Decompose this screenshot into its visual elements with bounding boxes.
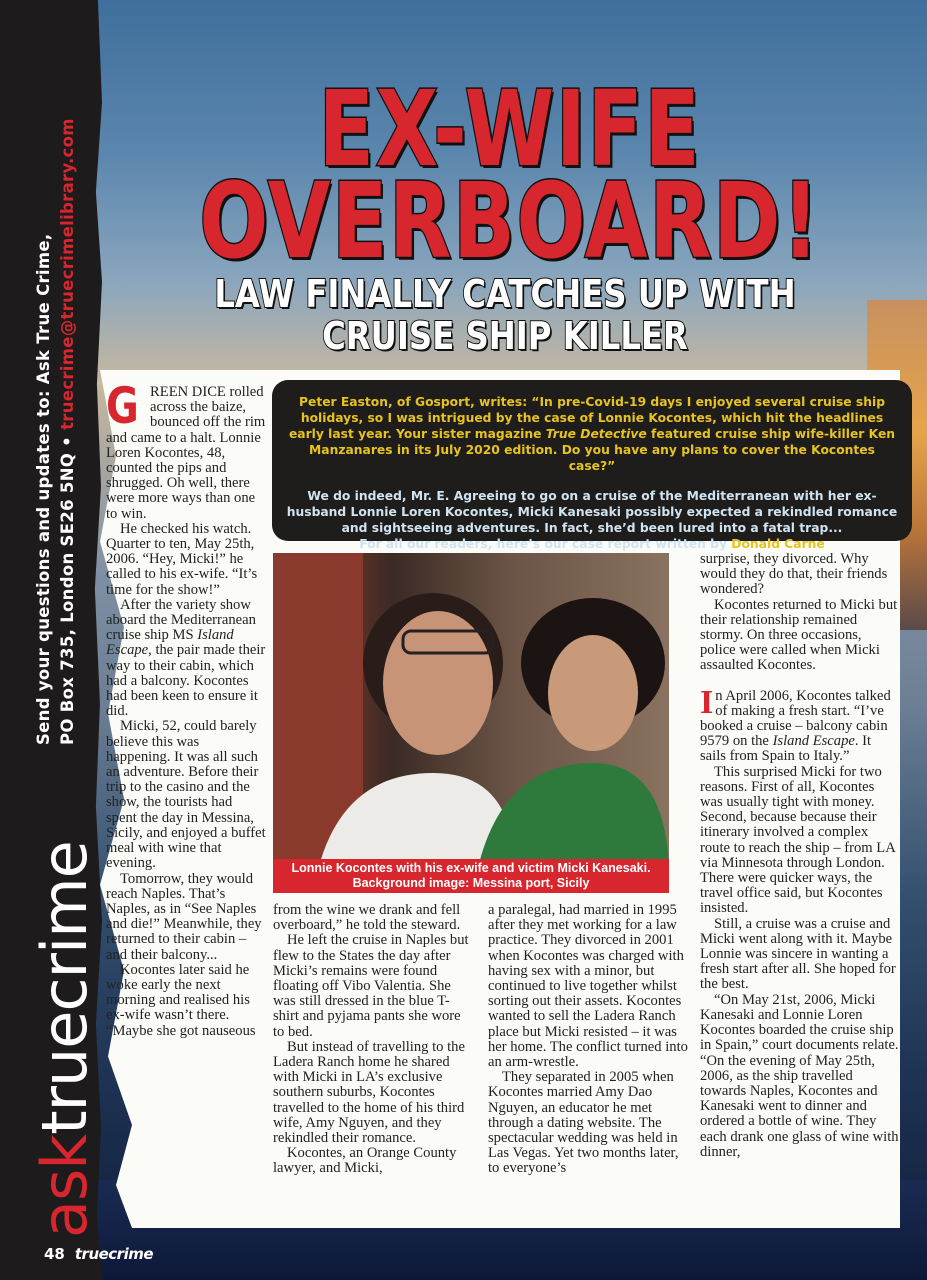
byline-prefix: For all our readers, here’s our case report written by — [359, 537, 732, 551]
paragraph: Kocontes, an Orange County lawyer, and Micki, — [273, 1145, 457, 1177]
reader-question — [284, 394, 900, 474]
paragraph: a paralegal, had married in 1995 after they met working for a law practice. They divorced in 2001 when Kocontes was charged with having sex with a minor, but continued to live together whilst sorting out their assets. Kocontes wanted to sell the Ladera Ranch place but Micki resisted – it was her home. The conflict turned into an arm-wrestle. — [488, 902, 688, 1071]
drop-cap: I — [700, 683, 714, 721]
author-name: Donald Carne — [731, 537, 825, 551]
question-text: Peter Easton, of Gosport, writes: “In pre-Covid-19 days I enjoyed several cruise ship holidays, so I was intrigued by the case of Lonnie Kocontes, which hit the headlines early last year. Your sister magazine — [288, 395, 886, 441]
paragraph-text: After the variety show aboard the Mediterranean cruise ship MS — [106, 596, 256, 644]
subhead-line2: CRUISE SHIP KILLER — [322, 314, 688, 358]
paragraph — [106, 377, 266, 522]
logo-truecrime: truecrime — [28, 841, 101, 1135]
paragraph-text: n April 2006, Kocontes talked of making a fresh start. “I’ve booked a cruise – balcony cabin 9579 on the — [700, 687, 891, 750]
paragraph: But instead of travelling to the Ladera Ranch home he shared with Micki in LA’s exclusive southern suburbs, Kocontes travelled to the home of his third wife, Amy Nguyen, and they rekindled their romance. — [273, 1038, 465, 1147]
paragraph: Still, a cruise was a cruise and Micki went along with it. Maybe Lonnie was sincere in wanting a fresh start after all. She hoped for the best. — [700, 915, 896, 993]
paragraph: He checked his watch. Quarter to ten, May 25th, 2006. “Hey, Micki!” he called to his ex-wife. “It’s time for the show!” — [106, 520, 258, 598]
editor-answer — [284, 488, 900, 552]
article-column-2 — [273, 903, 473, 1177]
ship-name: Island Escape — [772, 733, 855, 750]
headline-line2: OVERBOARD! — [199, 160, 821, 282]
answer-text: We do indeed, Mr. E. Agreeing to go on a cruise of the Mediterranean with her ex-husband Lonnie Loren Kocontes, Micki Kanesaki possibly expected a rekindled romance and sightseeing adventures. In fact, she’d been lured into a fatal trap... — [286, 489, 898, 535]
magazine-title: True Detective — [545, 427, 647, 441]
article-column-3 — [488, 903, 693, 1177]
magazine-name: truecrime — [74, 1245, 154, 1263]
paragraph — [106, 598, 266, 720]
logo-ask: ask — [28, 1134, 101, 1238]
subhead-line1: LAW FINALLY CATCHES UP WITH — [214, 272, 796, 316]
paragraph-text: REEN DICE rolled across the baize, bounced off the rim and came to a halt. Lonnie Loren Kocontes, 48, counted the pips and shrugged. Oh well, there were more ways than one to win. — [106, 384, 266, 522]
drop-cap: G — [106, 377, 139, 435]
caption-line1: Lonnie Kocontes with his ex-wife and victim Micki Kanesaki. — [291, 861, 651, 875]
email-link[interactable]: truecrime@truecrimelibrary.com — [58, 118, 77, 430]
paragraph: from the wine we drank and fell overboard,” he told the steward. — [273, 902, 461, 934]
headline-line1: EX-WIFE — [318, 68, 702, 190]
page-number: 48 — [44, 1245, 65, 1263]
paragraph: surprise, they divorced. Why would they do that, their friends wondered? — [700, 551, 888, 598]
paragraph: He left the cruise in Naples but flew to the States the day after Micki’s remains were found floating off Vibo Valentia. She was still dressed in the blue T-shirt and pyjama pants she wore to bed. — [273, 932, 469, 1040]
paragraph: “On May 21st, 2006, Micki Kanesaki and Lonnie Loren Kocontes boarded the cruise ship in Spain,” court documents relate. “On the evening of May 25th, 2006, as the ship travelled towards Naples, Kocontes and Kanesaki went to dinner and ordered a bottle of wine. They each drank one glass of wine with dinner, — [700, 991, 899, 1160]
asktruecrime-logo — [28, 841, 101, 1238]
caption-line2: Background image: Messina port, Sicily — [352, 876, 590, 890]
couple-photo — [273, 553, 669, 893]
photo-caption — [273, 859, 669, 893]
page-footer — [44, 1245, 153, 1263]
paragraph: Tomorrow, they would reach Naples. That’s Naples, as in “See Naples and die!” Meanwhile, they returned to their cabin – and their balcony... — [106, 870, 262, 963]
paragraph-text: . It sails from Spain to Italy.” — [700, 733, 872, 765]
paragraph: They separated in 2005 when Kocontes married Amy Dao Nguyen, an educator he met through a dating website. The spectacular wedding was held in Las Vegas. Yet two months later, to everyone’s — [488, 1069, 679, 1177]
send-questions-line: Send your questions and updates to: Ask True Crime, — [34, 233, 53, 745]
paragraph: Micki, 52, could barely believe this was happening. It was all such an adventure. Before their trip to the casino and the show, the tourists had spent the day in Messina, Sicily, and enjoyed a buffet meal with wine that evening. — [106, 718, 266, 872]
paragraph: This surprised Micki for two reasons. First of all, Kocontes was usually tight with money. Second, because because their itinerary involved a complex route to reach the ship – from LA via Minnesota through London. There were quicker ways, the travel office said, but Kocontes insisted. — [700, 763, 895, 917]
paragraph — [700, 683, 900, 765]
intro-box — [272, 380, 912, 551]
paragraph: Kocontes later said he woke early the next morning and realised his ex-wife wasn’t there. “Maybe she got nauseous — [106, 961, 256, 1039]
paragraph: Kocontes returned to Micki but their relationship remained stormy. On three occasions, police were called when Micki assaulted Kocontes. — [700, 596, 898, 674]
address-line — [58, 118, 77, 745]
address-text: PO Box 735, London SE26 5NQ • — [58, 429, 77, 745]
paragraph-text: , the pair made their way to their cabin, which had a balcony. Kocontes had been keen to ensure it did. — [106, 642, 266, 720]
article-column-4 — [700, 552, 900, 1160]
question-text-end: featured cruise ship wife-killer Ken Manzanares in its July 2020 edition. Do you have any plans to cover the Kocontes case?” — [309, 427, 896, 473]
article-column-1 — [106, 377, 266, 1039]
couple-photo-illustration — [273, 553, 669, 893]
ship-name: Island Escape — [106, 627, 234, 659]
